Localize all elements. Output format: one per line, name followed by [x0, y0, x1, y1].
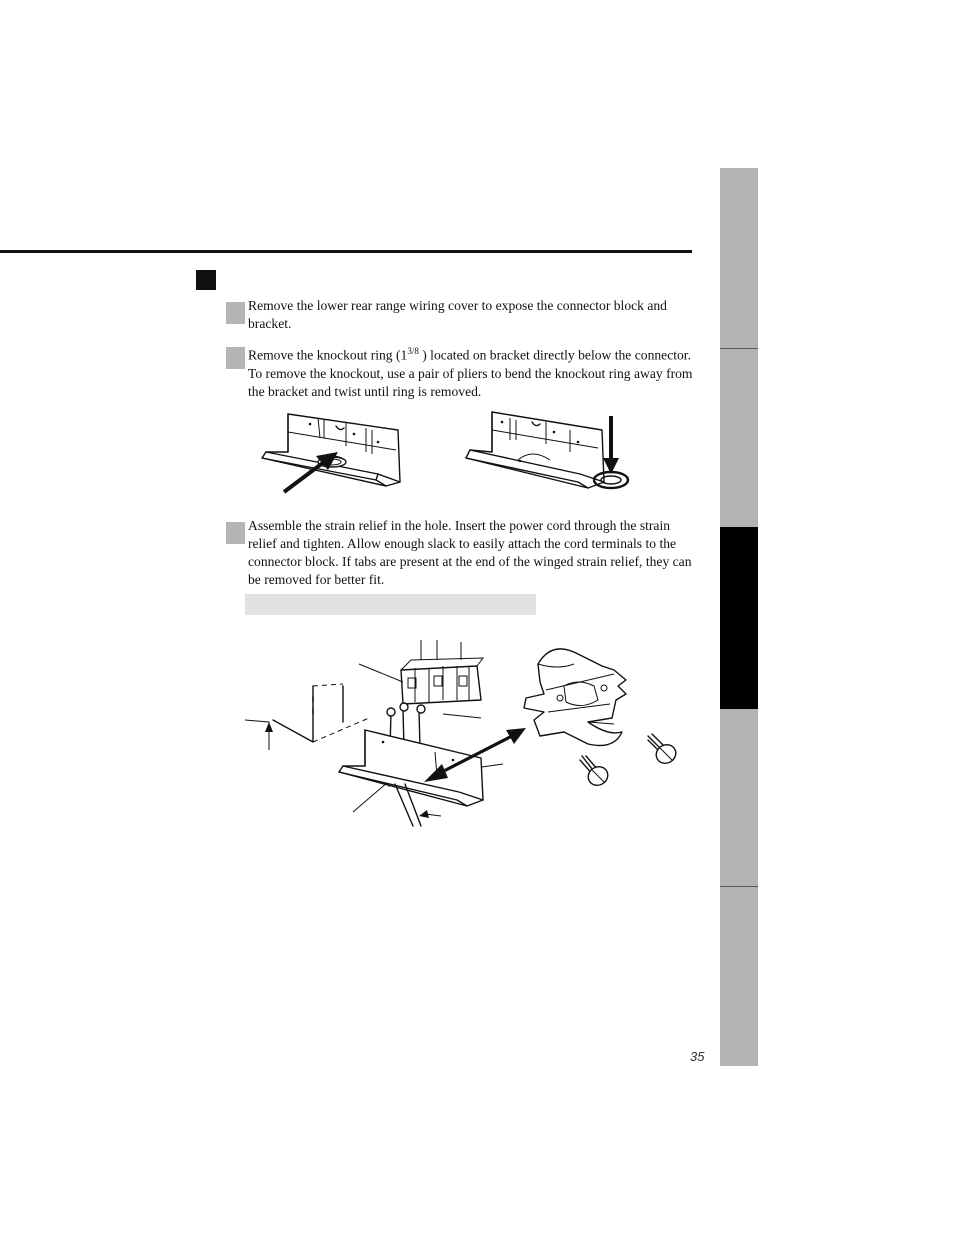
section-tab-2[interactable]	[720, 349, 758, 527]
insert-strain-relief-arrow-icon	[420, 722, 530, 788]
winged-strain-relief-illustration	[518, 640, 648, 750]
step-1-marker	[226, 302, 245, 324]
section-tab-4[interactable]	[720, 709, 758, 886]
knockout-arrow-icon	[280, 448, 350, 498]
step-2-marker	[226, 347, 245, 369]
section-tab-1[interactable]	[720, 168, 758, 348]
section-tab-3-active[interactable]	[720, 527, 758, 709]
section-tab-5[interactable]	[720, 887, 758, 1066]
screw-icon	[576, 752, 616, 792]
note-bar	[245, 594, 536, 615]
section-marker	[196, 270, 216, 290]
screw-icon	[644, 730, 684, 770]
step-2-text-after: ) located on bracket directly below the connector. To remove the knockout, use a pair of pliers to bend the knockout ring away from the bracket and twist until ring is removed.	[248, 347, 693, 399]
step-1-text: Remove the lower rear range wiring cover to expose the connector block and bracket.	[248, 298, 667, 331]
knockout-ring-removed-icon	[584, 414, 634, 494]
step-2-text-before: Remove the knockout ring (1	[248, 347, 408, 363]
step-3-marker	[226, 522, 245, 544]
knockout-fraction: 3/8	[407, 346, 419, 356]
page-number: 35	[690, 1049, 705, 1064]
step-3-text: Assemble the strain relief in the hole. Insert the power cord through the strain relief and tighten. Allow enough slack to easily attach the cord terminals to the connector block. If tabs are present at the end of the winged strain relief, they can be removed for better fit.	[248, 518, 692, 587]
section-tabs	[720, 168, 758, 1066]
header-rule	[0, 250, 692, 253]
step-2-text	[248, 342, 698, 401]
